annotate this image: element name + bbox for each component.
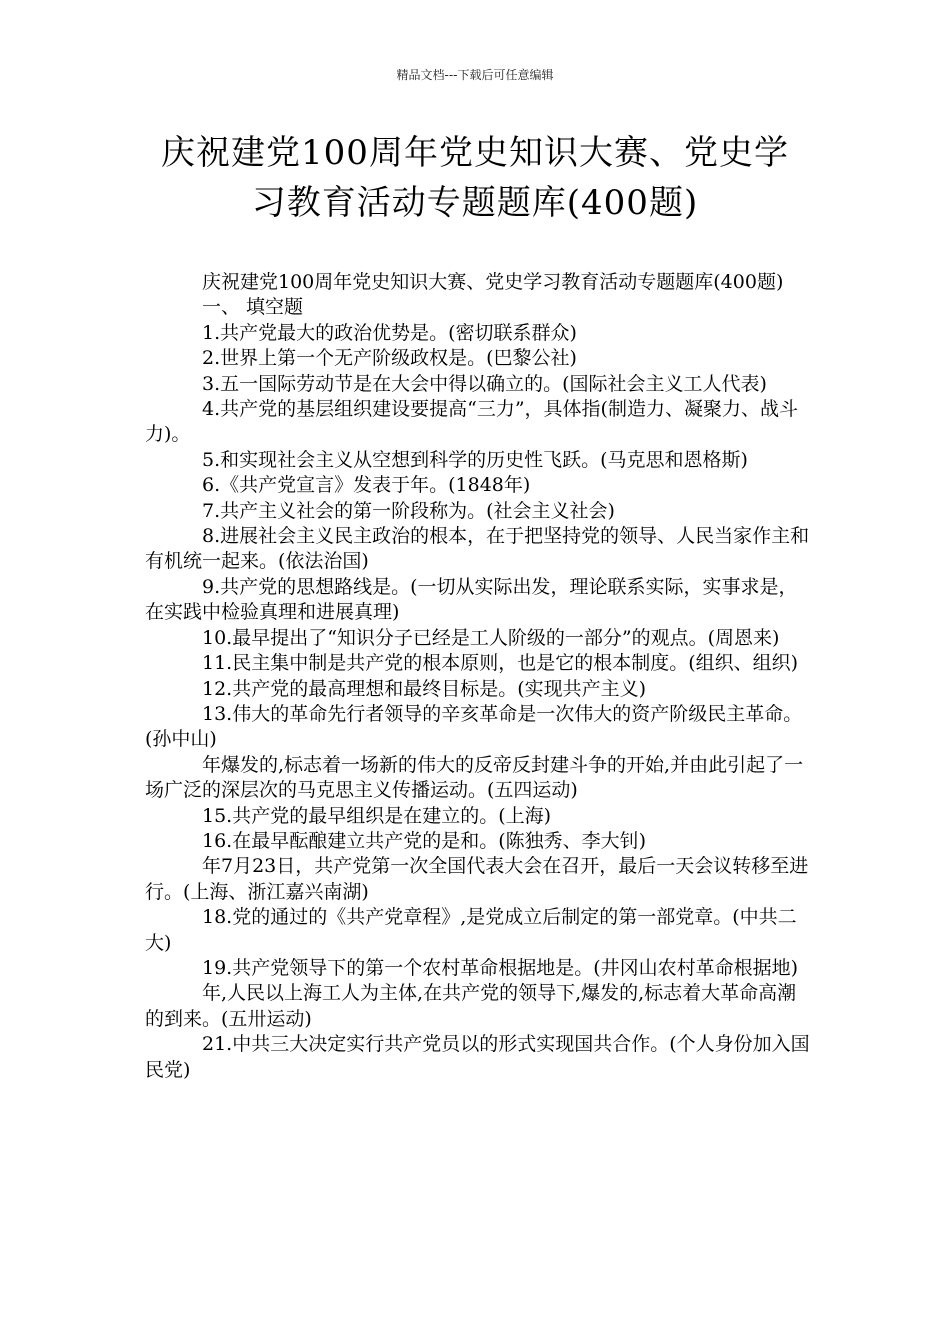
title-line-2: 习教育活动专题题库(400题) — [251, 183, 699, 223]
paragraph: 3.五一国际劳动节是在大会中得以确立的。(国际社会主义工人代表) — [202, 372, 767, 395]
paragraph: 12.共产党的最高理想和最终目标是。(实现共产主义) — [202, 677, 647, 700]
paragraph: 年7月23日，共产党第一次全国代表大会在召开，最后一天会议转移至进行。(上海、浙江嘉兴南湖) — [145, 855, 809, 903]
paragraph: 年爆发的,标志着一场新的伟大的反帝反封建斗争的开始,并由此引起了一场广泛的深层次的马克思主义传播运动。(五四运动) — [145, 753, 804, 802]
paragraph: 1.共产党最大的政治优势是。(密切联系群众) — [202, 321, 577, 344]
paragraph: 9.共产党的思想路线是。(一切从实际出发，理论联系实际，实事求是，在实践中检验真理和进展真理) — [145, 575, 798, 624]
paragraph: 13.伟大的革命先行者领导的辛亥革命是一次伟大的资产阶级民主革命。(孙中山) — [145, 702, 803, 751]
paragraph: 庆祝建党100周年党史知识大赛、党史学习教育活动专题题库(400题) — [202, 271, 784, 293]
paragraph: 16.在最早酝酿建立共产党的是和。(陈独秀、李大钊) — [202, 829, 647, 852]
paragraph: 19.共产党领导下的第一个农村革命根据地是。(井冈山农村革命根据地) — [202, 956, 799, 979]
paragraph: 8.进展社会主义民主政治的根本，在于把坚持党的领导、人民当家作主和有机统一起来。(依法治国) — [145, 525, 810, 573]
paragraph: 10.最早提出了“知识分子已经是工人阶级的一部分”的观点。(周恩来) — [202, 626, 780, 649]
paragraph: 年,人民以上海工人为主体,在共产党的领导下,爆发的,标志着大革命高潮的到来。(五卅运动) — [145, 982, 797, 1030]
paragraph: 18.党的通过的《共产党章程》,是党成立后制定的第一部党章。(中共二大) — [145, 906, 797, 954]
paragraph: 11.民主集中制是共产党的根本原则，也是它的根本制度。(组织、组织) — [202, 652, 799, 675]
title-line-1: 庆祝建党100周年党史知识大赛、党史学 — [161, 133, 789, 173]
document-title — [100, 128, 850, 228]
paragraph: 6.《共产党宣言》发表于年。(1848年) — [202, 474, 531, 497]
page-header: 精品文档---下载后可任意编辑 — [396, 68, 554, 82]
paragraph: 21.中共三大决定实行共产党员以的形式实现国共合作。(个人身份加入国民党) — [145, 1033, 810, 1081]
paragraph: 7.共产主义社会的第一阶段称为。(社会主义社会) — [202, 499, 615, 522]
paragraph: 5.和实现社会主义从空想到科学的历史性飞跃。(马克思和恩格斯) — [202, 448, 748, 471]
section-heading: 一、 填空题 — [202, 296, 304, 319]
paragraph: 4.共产党的基层组织建设要提高“三力”，具体指(制造力、凝聚力、战斗力)。 — [145, 398, 798, 446]
paragraph: 2.世界上第一个无产阶级政权是。(巴黎公社) — [202, 347, 577, 370]
paragraph: 15.共产党的最早组织是在建立的。(上海) — [202, 804, 552, 827]
document-body — [145, 270, 813, 1083]
